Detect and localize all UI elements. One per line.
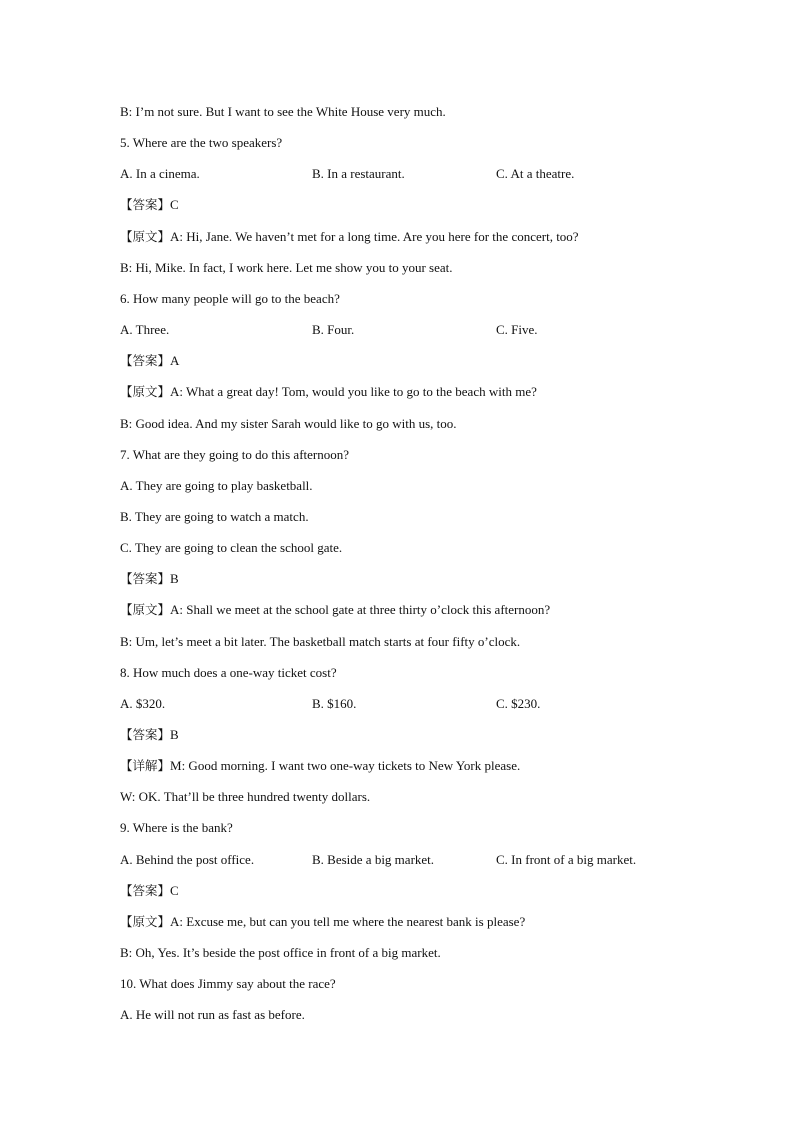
section-tag: 【答案】 — [120, 727, 171, 742]
text-line — [120, 478, 313, 494]
line-text: W: OK. That’ll be three hundred twenty dollars. — [120, 789, 371, 804]
text-line — [120, 976, 336, 992]
line-text: B: Um, let’s meet a bit later. The basketball match starts at four fifty o’clock. — [120, 634, 521, 649]
text-line — [120, 416, 457, 432]
text-line — [120, 447, 349, 463]
section-tag: 【详解】 — [120, 758, 171, 773]
line-text: A. He will not run as fast as before. — [120, 1007, 305, 1022]
line-text: A: Shall we meet at the school gate at three thirty o’clock this afternoon? — [170, 602, 551, 617]
line-text: 7. What are they going to do this afternoon? — [120, 447, 350, 462]
answer-option: B. Beside a big market. — [312, 852, 435, 867]
section-tag: 【答案】 — [120, 571, 171, 586]
text-line — [120, 820, 233, 836]
line-text: C — [170, 197, 179, 212]
text-line — [120, 291, 340, 307]
text-line — [120, 540, 342, 556]
labeled-line — [120, 758, 520, 774]
line-text: B: Good idea. And my sister Sarah would like to go with us, too. — [120, 416, 457, 431]
section-tag: 【原文】 — [120, 914, 171, 929]
labeled-line — [120, 197, 179, 213]
labeled-line — [120, 602, 550, 618]
line-text: 10. What does Jimmy say about the race? — [120, 976, 336, 991]
answer-option: B. Four. — [312, 322, 355, 337]
line-text: B — [170, 571, 179, 586]
answer-option: A. $320. — [120, 696, 166, 711]
text-line — [120, 789, 370, 805]
section-tag: 【答案】 — [120, 353, 171, 368]
text-line — [120, 665, 337, 681]
line-text: B: I’m not sure. But I want to see the White House very much. — [120, 104, 446, 119]
section-tag: 【原文】 — [120, 384, 171, 399]
line-text: C. They are going to clean the school gate. — [120, 540, 343, 555]
line-text: B — [170, 727, 179, 742]
line-text: C — [170, 883, 179, 898]
labeled-line — [120, 384, 537, 400]
text-line — [120, 509, 309, 525]
line-text: M: Good morning. I want two one-way tickets to New York please. — [170, 758, 521, 773]
answer-option: A. Behind the post office. — [120, 852, 255, 867]
text-line — [120, 260, 453, 276]
text-line — [120, 135, 282, 151]
answer-option: B. In a restaurant. — [312, 166, 405, 181]
line-text: A: What a great day! Tom, would you like to go to the beach with me? — [170, 384, 537, 399]
section-tag: 【答案】 — [120, 197, 171, 212]
section-tag: 【原文】 — [120, 602, 171, 617]
line-text: A: Hi, Jane. We haven’t met for a long time. Are you here for the concert, too? — [170, 229, 579, 244]
line-text: B: Oh, Yes. It’s beside the post office in front of a big market. — [120, 945, 441, 960]
line-text: B: Hi, Mike. In fact, I work here. Let me show you to your seat. — [120, 260, 453, 275]
line-text: 5. Where are the two speakers? — [120, 135, 283, 150]
answer-option: C. $230. — [496, 696, 541, 711]
labeled-line — [120, 229, 579, 245]
answer-option: A. In a cinema. — [120, 166, 200, 181]
answer-option: C. Five. — [496, 322, 538, 337]
line-text: 9. Where is the bank? — [120, 820, 233, 835]
text-line — [120, 945, 441, 961]
line-text: 6. How many people will go to the beach? — [120, 291, 340, 306]
line-text: B. They are going to watch a match. — [120, 509, 309, 524]
line-text: A: Excuse me, but can you tell me where the nearest bank is please? — [170, 914, 526, 929]
section-tag: 【答案】 — [120, 883, 171, 898]
text-line — [120, 104, 446, 120]
answer-option: A. Three. — [120, 322, 170, 337]
labeled-line — [120, 914, 525, 930]
text-line — [120, 634, 520, 650]
line-text: A. They are going to play basketball. — [120, 478, 313, 493]
labeled-line — [120, 571, 179, 587]
labeled-line — [120, 353, 179, 369]
answer-option: C. At a theatre. — [496, 166, 575, 181]
answer-option: C. In front of a big market. — [496, 852, 637, 867]
labeled-line — [120, 727, 179, 743]
text-line — [120, 1007, 305, 1023]
section-tag: 【原文】 — [120, 229, 171, 244]
answer-option: B. $160. — [312, 696, 357, 711]
labeled-line — [120, 883, 179, 899]
line-text: 8. How much does a one-way ticket cost? — [120, 665, 337, 680]
line-text: A — [170, 353, 180, 368]
